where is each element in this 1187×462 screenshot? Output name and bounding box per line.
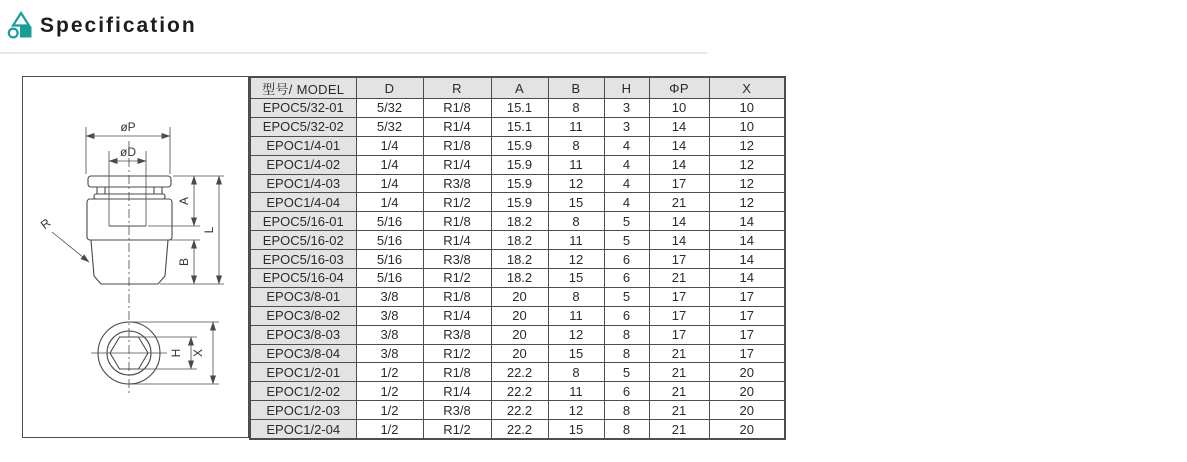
- logo-triangle-icon: [13, 13, 29, 26]
- model-cell: EPOC5/16-01: [250, 212, 356, 231]
- table-row: [250, 344, 785, 363]
- value-cell: 22.2: [491, 363, 548, 382]
- model-cell: EPOC5/16-03: [250, 250, 356, 269]
- value-cell: 21: [649, 382, 709, 401]
- fitting-side-view: [38, 120, 224, 284]
- value-cell: 5: [604, 363, 649, 382]
- value-cell: 18.2: [491, 231, 548, 250]
- logo-circle-icon: [9, 29, 18, 38]
- value-cell: 8: [548, 212, 604, 231]
- table-row: [250, 382, 785, 401]
- value-cell: 11: [548, 231, 604, 250]
- value-cell: 8: [604, 325, 649, 344]
- value-cell: 14: [709, 231, 785, 250]
- table-row: [250, 174, 785, 193]
- brand-logo-icon: [6, 10, 36, 40]
- header-divider: [0, 52, 707, 54]
- table-row: [250, 420, 785, 439]
- dim-label-r: R: [37, 215, 54, 233]
- value-cell: 1/2: [356, 420, 423, 439]
- table-row: [250, 117, 785, 136]
- value-cell: 17: [709, 344, 785, 363]
- model-cell: EPOC3/8-03: [250, 325, 356, 344]
- value-cell: R1/8: [423, 136, 491, 155]
- value-cell: 15.1: [491, 99, 548, 118]
- value-cell: 4: [604, 136, 649, 155]
- model-cell: EPOC1/2-02: [250, 382, 356, 401]
- value-cell: 17: [649, 325, 709, 344]
- value-cell: 17: [649, 174, 709, 193]
- value-cell: 6: [604, 250, 649, 269]
- value-cell: 18.2: [491, 212, 548, 231]
- spec-table-body: [250, 99, 785, 440]
- fitting-bottom-view: [91, 322, 219, 384]
- value-cell: 12: [709, 155, 785, 174]
- value-cell: 15: [548, 193, 604, 212]
- value-cell: 12: [709, 193, 785, 212]
- value-cell: 15: [548, 344, 604, 363]
- value-cell: 14: [709, 212, 785, 231]
- value-cell: 14: [709, 250, 785, 269]
- value-cell: R1/2: [423, 269, 491, 288]
- value-cell: 21: [649, 193, 709, 212]
- table-row: [250, 363, 785, 382]
- value-cell: 3/8: [356, 306, 423, 325]
- model-cell: EPOC1/2-03: [250, 401, 356, 420]
- model-cell: EPOC1/4-03: [250, 174, 356, 193]
- model-cell: EPOC1/2-04: [250, 420, 356, 439]
- value-cell: 5/16: [356, 250, 423, 269]
- column-header: B: [548, 77, 604, 99]
- value-cell: 15.1: [491, 117, 548, 136]
- model-cell: EPOC5/32-01: [250, 99, 356, 118]
- value-cell: R1/2: [423, 193, 491, 212]
- value-cell: 1/4: [356, 174, 423, 193]
- dim-label-x: X: [191, 348, 205, 358]
- value-cell: 8: [604, 401, 649, 420]
- model-cell: EPOC3/8-04: [250, 344, 356, 363]
- value-cell: 22.2: [491, 382, 548, 401]
- spec-table-container: [249, 76, 786, 440]
- value-cell: 14: [649, 117, 709, 136]
- collar-flange: [94, 194, 165, 199]
- value-cell: 1/2: [356, 401, 423, 420]
- value-cell: 1/2: [356, 382, 423, 401]
- value-cell: 1/2: [356, 363, 423, 382]
- model-cell: EPOC1/4-02: [250, 155, 356, 174]
- value-cell: R3/8: [423, 325, 491, 344]
- value-cell: 15.9: [491, 193, 548, 212]
- value-cell: R3/8: [423, 174, 491, 193]
- value-cell: 17: [709, 306, 785, 325]
- fitting-drawing: [23, 77, 248, 437]
- value-cell: 15.9: [491, 174, 548, 193]
- value-cell: 20: [491, 344, 548, 363]
- value-cell: R1/8: [423, 287, 491, 306]
- column-header: D: [356, 77, 423, 99]
- value-cell: 8: [604, 344, 649, 363]
- value-cell: 18.2: [491, 269, 548, 288]
- value-cell: R3/8: [423, 250, 491, 269]
- dim-label-od: øD: [120, 145, 136, 159]
- value-cell: 8: [548, 287, 604, 306]
- dim-label-a: A: [177, 196, 191, 206]
- value-cell: 5/16: [356, 212, 423, 231]
- model-cell: EPOC3/8-01: [250, 287, 356, 306]
- value-cell: 14: [649, 155, 709, 174]
- value-cell: 15.9: [491, 136, 548, 155]
- model-cell: EPOC5/32-02: [250, 117, 356, 136]
- value-cell: 21: [649, 363, 709, 382]
- value-cell: 8: [548, 136, 604, 155]
- table-row: [250, 231, 785, 250]
- table-row: [250, 325, 785, 344]
- value-cell: 11: [548, 306, 604, 325]
- logo-square-icon: [20, 27, 32, 38]
- value-cell: 1/4: [356, 155, 423, 174]
- value-cell: 15: [548, 420, 604, 439]
- release-collar: [88, 176, 171, 187]
- column-header: A: [491, 77, 548, 99]
- value-cell: 10: [649, 99, 709, 118]
- value-cell: 14: [649, 212, 709, 231]
- column-header: 型号/ MODEL: [250, 77, 356, 99]
- value-cell: 1/4: [356, 136, 423, 155]
- value-cell: 3/8: [356, 344, 423, 363]
- value-cell: 22.2: [491, 401, 548, 420]
- model-cell: EPOC5/16-04: [250, 269, 356, 288]
- dim-label-op: øP: [120, 120, 136, 134]
- value-cell: 10: [709, 117, 785, 136]
- value-cell: 21: [649, 401, 709, 420]
- value-cell: 12: [548, 325, 604, 344]
- value-cell: 20: [491, 287, 548, 306]
- value-cell: 10: [709, 99, 785, 118]
- table-row: [250, 287, 785, 306]
- table-row: [250, 155, 785, 174]
- model-cell: EPOC5/16-02: [250, 231, 356, 250]
- value-cell: R1/8: [423, 212, 491, 231]
- value-cell: 17: [649, 306, 709, 325]
- value-cell: 21: [649, 420, 709, 439]
- value-cell: 15.9: [491, 155, 548, 174]
- column-header: X: [709, 77, 785, 99]
- value-cell: R3/8: [423, 401, 491, 420]
- technical-drawing-panel: [22, 76, 249, 438]
- value-cell: 12: [548, 250, 604, 269]
- table-row: [250, 193, 785, 212]
- table-row: [250, 401, 785, 420]
- column-header: R: [423, 77, 491, 99]
- model-cell: EPOC3/8-02: [250, 306, 356, 325]
- value-cell: 4: [604, 155, 649, 174]
- value-cell: 11: [548, 117, 604, 136]
- value-cell: R1/4: [423, 306, 491, 325]
- value-cell: 5/16: [356, 231, 423, 250]
- value-cell: 20: [491, 306, 548, 325]
- value-cell: 5/16: [356, 269, 423, 288]
- value-cell: 5: [604, 231, 649, 250]
- value-cell: 12: [709, 174, 785, 193]
- value-cell: 5/32: [356, 99, 423, 118]
- value-cell: 1/4: [356, 193, 423, 212]
- value-cell: 22.2: [491, 420, 548, 439]
- value-cell: 8: [604, 420, 649, 439]
- value-cell: R1/8: [423, 99, 491, 118]
- page-title: Specification: [40, 14, 197, 37]
- value-cell: 20: [491, 325, 548, 344]
- fitting-body: [87, 199, 172, 240]
- column-header: H: [604, 77, 649, 99]
- value-cell: 17: [709, 287, 785, 306]
- table-row: [250, 250, 785, 269]
- value-cell: 3/8: [356, 287, 423, 306]
- value-cell: 4: [604, 193, 649, 212]
- value-cell: 8: [548, 363, 604, 382]
- value-cell: 14: [649, 231, 709, 250]
- value-cell: 21: [649, 344, 709, 363]
- table-row: [250, 136, 785, 155]
- value-cell: R1/8: [423, 363, 491, 382]
- value-cell: 20: [709, 420, 785, 439]
- value-cell: 3/8: [356, 325, 423, 344]
- model-cell: EPOC1/4-04: [250, 193, 356, 212]
- value-cell: R1/4: [423, 117, 491, 136]
- table-row: [250, 269, 785, 288]
- dim-label-b: B: [177, 257, 191, 267]
- value-cell: 11: [548, 382, 604, 401]
- value-cell: 12: [548, 174, 604, 193]
- value-cell: 5: [604, 287, 649, 306]
- value-cell: 20: [709, 363, 785, 382]
- column-header: ΦP: [649, 77, 709, 99]
- value-cell: 3: [604, 117, 649, 136]
- table-row: [250, 99, 785, 118]
- value-cell: 12: [709, 136, 785, 155]
- value-cell: R1/4: [423, 155, 491, 174]
- value-cell: 6: [604, 306, 649, 325]
- spec-table-head-row: [250, 77, 785, 99]
- value-cell: 6: [604, 269, 649, 288]
- value-cell: 20: [709, 401, 785, 420]
- value-cell: R1/2: [423, 420, 491, 439]
- value-cell: R1/4: [423, 231, 491, 250]
- value-cell: 6: [604, 382, 649, 401]
- value-cell: 3: [604, 99, 649, 118]
- value-cell: 17: [649, 250, 709, 269]
- value-cell: 12: [548, 401, 604, 420]
- value-cell: 14: [709, 269, 785, 288]
- dim-label-h: H: [169, 348, 183, 358]
- value-cell: 5/32: [356, 117, 423, 136]
- spec-table: [249, 76, 786, 440]
- table-row: [250, 306, 785, 325]
- value-cell: R1/4: [423, 382, 491, 401]
- value-cell: 21: [649, 269, 709, 288]
- value-cell: 5: [604, 212, 649, 231]
- value-cell: 14: [649, 136, 709, 155]
- value-cell: R1/2: [423, 344, 491, 363]
- value-cell: 15: [548, 269, 604, 288]
- value-cell: 17: [649, 287, 709, 306]
- value-cell: 17: [709, 325, 785, 344]
- value-cell: 4: [604, 174, 649, 193]
- value-cell: 18.2: [491, 250, 548, 269]
- value-cell: 11: [548, 155, 604, 174]
- value-cell: 20: [709, 382, 785, 401]
- value-cell: 8: [548, 99, 604, 118]
- model-cell: EPOC1/4-01: [250, 136, 356, 155]
- table-row: [250, 212, 785, 231]
- dim-label-l: L: [202, 226, 216, 234]
- model-cell: EPOC1/2-01: [250, 363, 356, 382]
- thread-section: [91, 240, 168, 284]
